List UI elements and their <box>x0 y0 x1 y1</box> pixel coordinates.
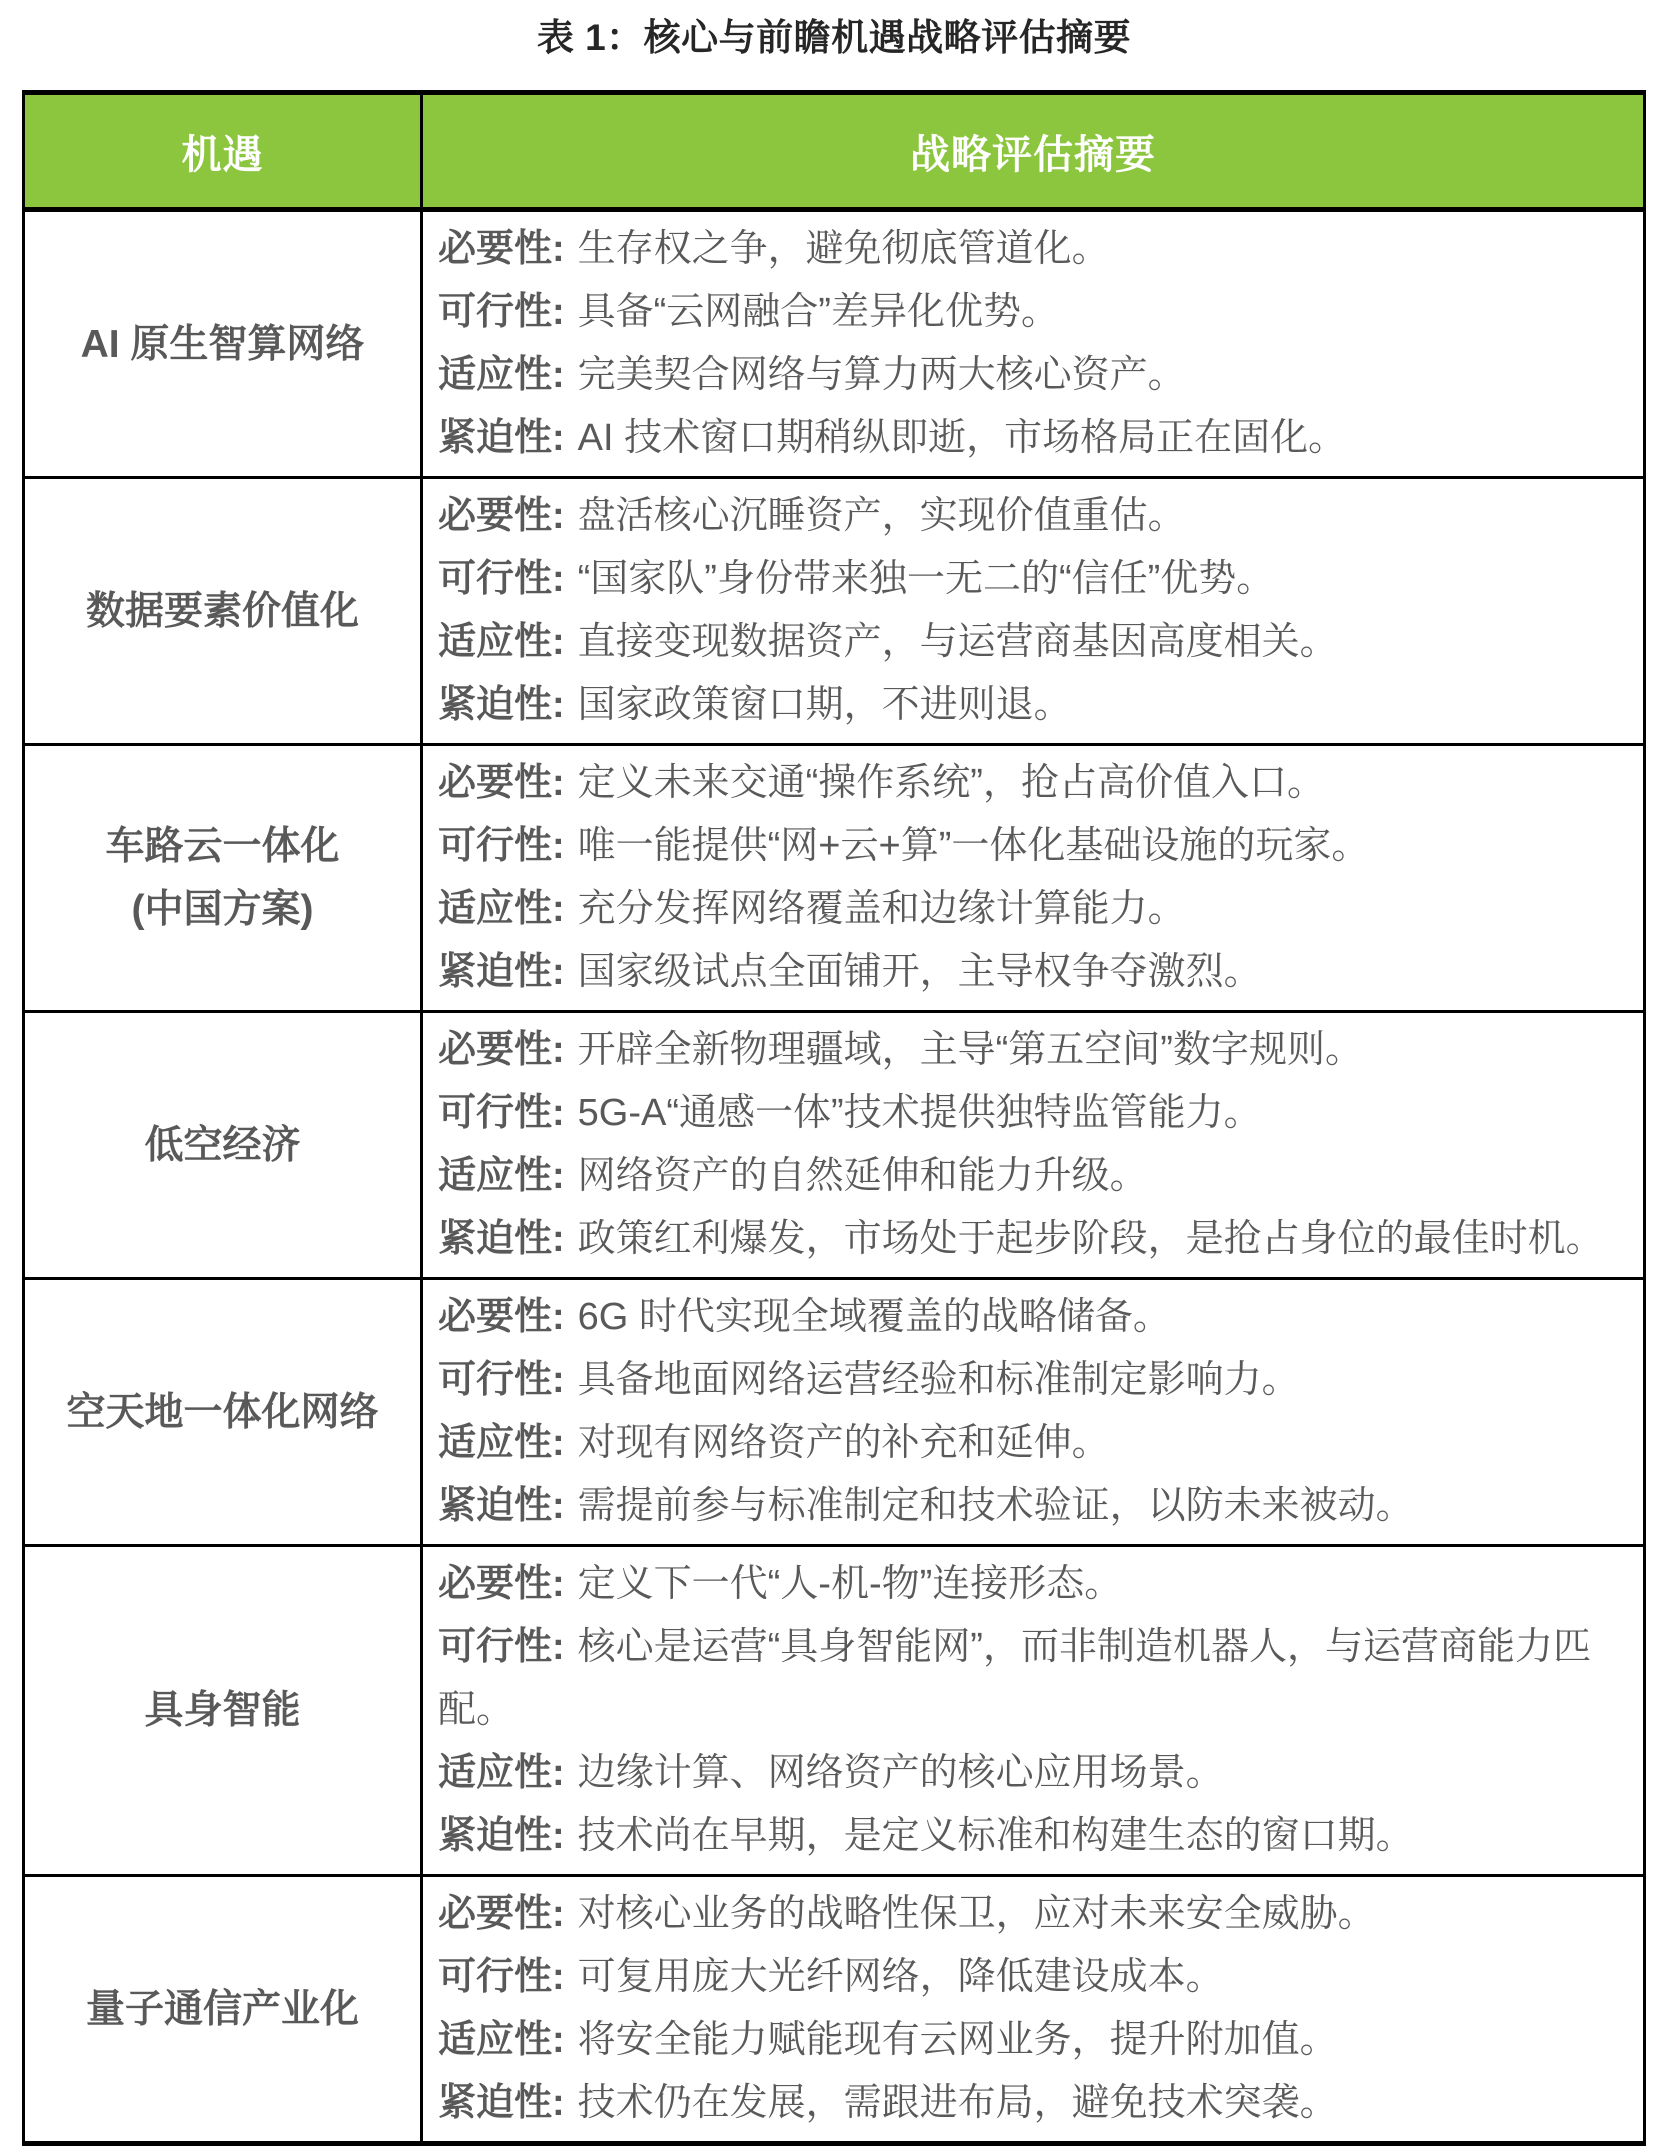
assessment-item <box>438 218 1635 281</box>
assessment-item <box>438 878 1635 941</box>
assessment-item <box>438 1742 1635 1805</box>
opportunity-cell <box>24 478 422 745</box>
assessment-item <box>438 1145 1635 1208</box>
assessment-text: 可复用庞大光纤网络，降低建设成本。 <box>577 1956 1224 1998</box>
dimension-label: 必要性: <box>438 495 565 537</box>
dimension-label: 可行性: <box>438 1359 565 1401</box>
dimension-label: 适应性: <box>438 888 565 930</box>
assessment-text: 对现有网络资产的补充和延伸。 <box>577 1422 1110 1464</box>
assessment-text: 充分发挥网络覆盖和边缘计算能力。 <box>577 888 1186 930</box>
assessment-text: 生存权之争，避免彻底管道化。 <box>577 228 1110 270</box>
dimension-label: 适应性: <box>438 621 565 663</box>
dimension-label: 紧迫性: <box>438 2082 565 2124</box>
assessment-item <box>438 281 1635 344</box>
dimension-label: 紧迫性: <box>438 951 565 993</box>
assessment-text: 网络资产的自然延伸和能力升级。 <box>577 1155 1148 1197</box>
header-assessment-summary: 战略评估摘要 <box>422 93 1645 210</box>
assessment-item <box>438 1883 1635 1946</box>
table-row <box>24 210 1645 478</box>
opportunity-cell <box>24 1279 422 1546</box>
table-row <box>24 1012 1645 1279</box>
assessment-text: 将安全能力赋能现有云网业务，提升附加值。 <box>577 2019 1338 2061</box>
assessment-text: 具备地面网络运营经验和标准制定影响力。 <box>577 1359 1300 1401</box>
assessment-text: 政策红利爆发，市场处于起步阶段，是抢占身位的最佳时机。 <box>577 1218 1604 1260</box>
table-row <box>24 1279 1645 1546</box>
dimension-label: 适应性: <box>438 1155 565 1197</box>
assessment-cell <box>422 1546 1645 1876</box>
assessment-item <box>438 1946 1635 2009</box>
assessment-text: 唯一能提供“网+云+算”一体化基础设施的玩家。 <box>577 825 1370 867</box>
opportunity-name: 具身智能 <box>144 1689 301 1732</box>
header-opportunity: 机遇 <box>24 93 422 210</box>
assessment-item <box>438 674 1635 737</box>
dimension-label: 紧迫性: <box>438 1485 565 1527</box>
opportunity-cell <box>24 210 422 478</box>
assessment-text: 6G 时代实现全域覆盖的战略储备。 <box>577 1296 1171 1338</box>
strategy-assessment-table <box>22 90 1646 2146</box>
opportunity-cell <box>24 745 422 1012</box>
assessment-item <box>438 611 1635 674</box>
opportunity-name: AI 原生智算网络 <box>80 322 365 366</box>
opportunity-cell <box>24 1012 422 1279</box>
table-body <box>24 210 1645 2144</box>
dimension-label: 紧迫性: <box>438 684 565 726</box>
assessment-item <box>438 485 1635 548</box>
dimension-label: 适应性: <box>438 354 565 396</box>
assessment-text: AI 技术窗口期稍纵即逝，市场格局正在固化。 <box>577 417 1347 459</box>
dimension-label: 必要性: <box>438 1563 565 1605</box>
opportunity-name: 车路云一体化 <box>105 825 340 868</box>
dimension-label: 适应性: <box>438 1752 565 1794</box>
table-title: 表 1：核心与前瞻机遇战略评估摘要 <box>536 17 1132 58</box>
assessment-text: 完美契合网络与算力两大核心资产。 <box>577 354 1186 396</box>
assessment-item <box>438 1286 1635 1349</box>
assessment-item <box>438 1475 1635 1538</box>
assessment-item <box>438 2009 1635 2072</box>
opportunity-name: 量子通信产业化 <box>85 1987 359 2031</box>
assessment-text: 核心是运营“具身智能网”，而非制造机器人，与运营商能力匹配。 <box>438 1626 1591 1731</box>
dimension-label: 可行性: <box>438 1092 565 1134</box>
dimension-label: 紧迫性: <box>438 417 565 459</box>
assessment-item <box>438 752 1635 815</box>
dimension-label: 适应性: <box>438 2019 565 2061</box>
assessment-item <box>438 548 1635 611</box>
dimension-label: 必要性: <box>438 1029 565 1071</box>
assessment-text: 技术仍在发展，需跟进布局，避免技术突袭。 <box>577 2082 1338 2124</box>
assessment-text: “国家队”身份带来独一无二的“信任”优势。 <box>577 558 1275 600</box>
assessment-text: 5G-A“通感一体”技术提供独特监管能力。 <box>577 1092 1262 1134</box>
assessment-item <box>438 1349 1635 1412</box>
opportunity-cell <box>24 1546 422 1876</box>
dimension-label: 可行性: <box>438 558 565 600</box>
assessment-cell <box>422 1876 1645 2144</box>
assessment-item <box>438 1082 1635 1145</box>
assessment-text: 定义下一代“人-机-物”连接形态。 <box>577 1563 1123 1605</box>
assessment-text: 定义未来交通“操作系统”，抢占高价值入口。 <box>577 762 1325 804</box>
assessment-item <box>438 1019 1635 1082</box>
assessment-item <box>438 941 1635 1004</box>
dimension-label: 可行性: <box>438 291 565 333</box>
opportunity-name: (中国方案) <box>131 888 314 931</box>
dimension-label: 必要性: <box>438 762 565 804</box>
assessment-text: 对核心业务的战略性保卫，应对未来安全威胁。 <box>577 1893 1376 1935</box>
assessment-item <box>438 815 1635 878</box>
dimension-label: 紧迫性: <box>438 1218 565 1260</box>
assessment-text: 具备“云网融合”差异化优势。 <box>577 291 1059 333</box>
dimension-label: 必要性: <box>438 1893 565 1935</box>
table-row <box>24 478 1645 745</box>
assessment-cell <box>422 1012 1645 1279</box>
dimension-label: 可行性: <box>438 1956 565 1998</box>
dimension-label: 可行性: <box>438 1626 565 1668</box>
assessment-item <box>438 344 1635 407</box>
opportunity-name: 低空经济 <box>144 1123 301 1167</box>
assessment-item <box>438 1553 1635 1616</box>
table-header-row <box>24 93 1645 210</box>
dimension-label: 必要性: <box>438 228 565 270</box>
assessment-text: 国家级试点全面铺开，主导权争夺激烈。 <box>577 951 1262 993</box>
assessment-item <box>438 1805 1635 1868</box>
assessment-cell <box>422 745 1645 1012</box>
assessment-item <box>438 1208 1635 1271</box>
assessment-cell <box>422 478 1645 745</box>
assessment-item <box>438 1412 1635 1475</box>
assessment-text: 国家政策窗口期，不进则退。 <box>577 684 1072 726</box>
assessment-cell <box>422 1279 1645 1546</box>
assessment-text: 直接变现数据资产，与运营商基因高度相关。 <box>577 621 1338 663</box>
table-row <box>24 745 1645 1012</box>
assessment-item <box>438 1616 1635 1742</box>
opportunity-cell <box>24 1876 422 2144</box>
assessment-text: 需提前参与标准制定和技术验证，以防未来被动。 <box>577 1485 1414 1527</box>
assessment-item <box>438 407 1635 470</box>
opportunity-name: 数据要素价值化 <box>85 589 359 633</box>
table-row <box>24 1876 1645 2144</box>
dimension-label: 可行性: <box>438 825 565 867</box>
assessment-item <box>438 2072 1635 2135</box>
table-row <box>24 1546 1645 1876</box>
assessment-text: 技术尚在早期，是定义标准和构建生态的窗口期。 <box>577 1815 1414 1857</box>
dimension-label: 适应性: <box>438 1422 565 1464</box>
opportunity-name: 空天地一体化网络 <box>66 1390 379 1434</box>
dimension-label: 必要性: <box>438 1296 565 1338</box>
assessment-cell <box>422 210 1645 478</box>
assessment-text: 边缘计算、网络资产的核心应用场景。 <box>577 1752 1224 1794</box>
assessment-text: 开辟全新物理疆域，主导“第五空间”数字规则。 <box>577 1029 1363 1071</box>
dimension-label: 紧迫性: <box>438 1815 565 1857</box>
assessment-text: 盘活核心沉睡资产，实现价值重估。 <box>577 495 1186 537</box>
